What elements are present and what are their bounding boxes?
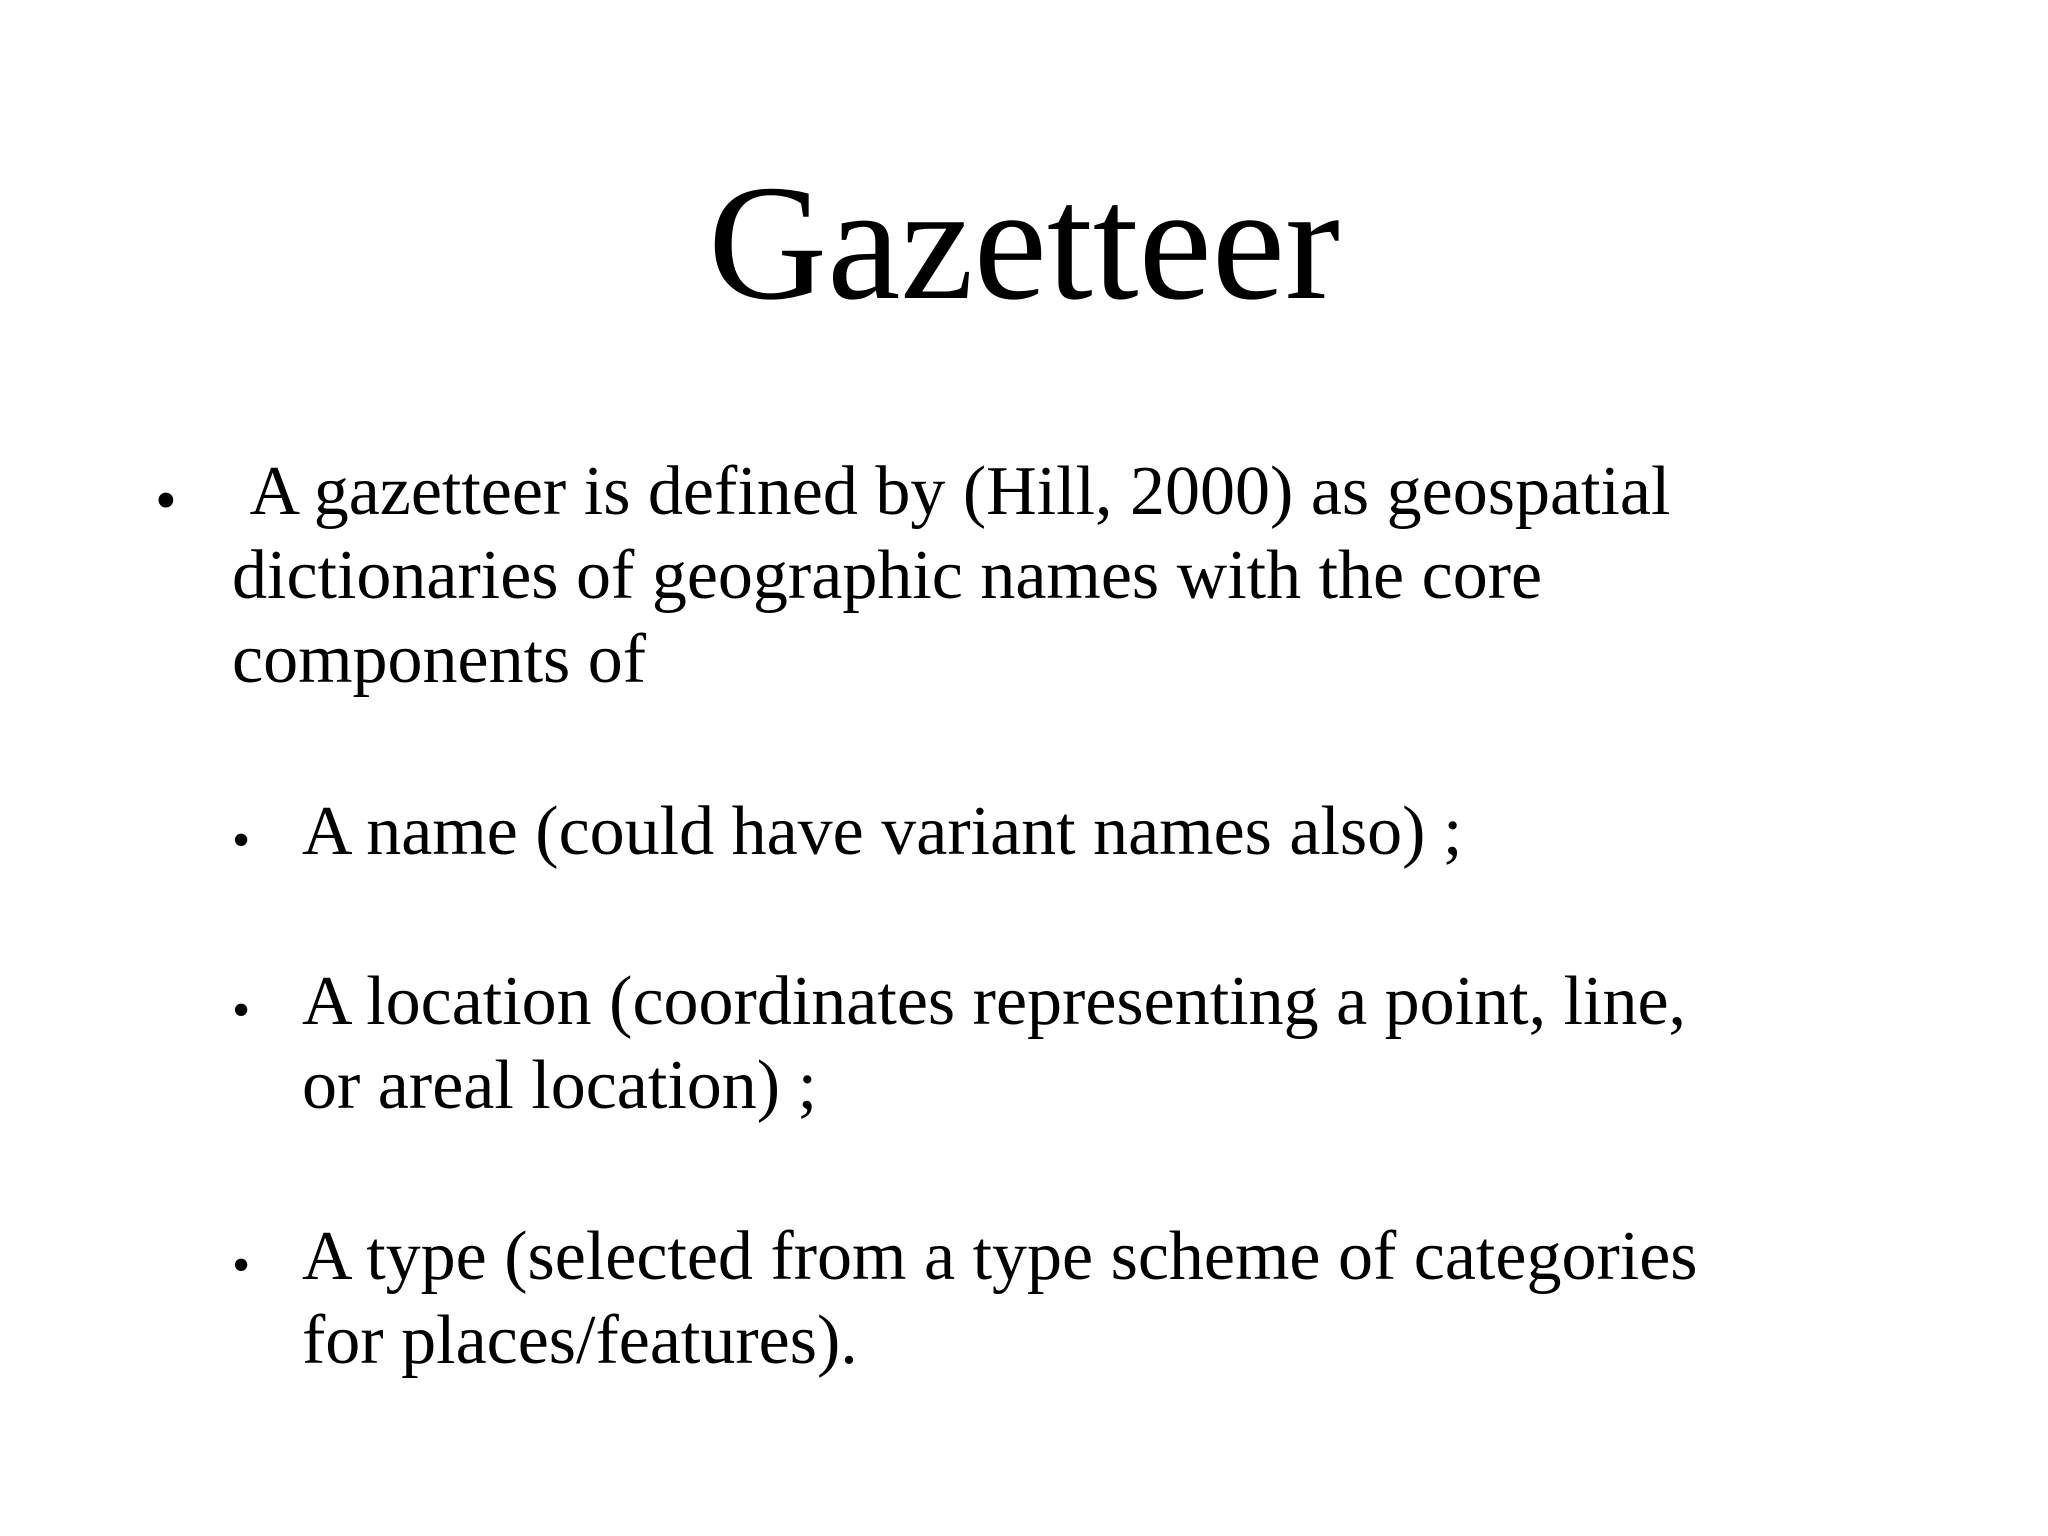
bullet-text-definition: A gazetteer is defined by (Hill, 2000) as geospatial dictionaries of geographic names with the core components of xyxy=(232,453,1671,698)
sub-bullet-marker: • xyxy=(232,982,251,1039)
slide-title: Gazetteer xyxy=(708,151,1340,334)
sub-bullet-text-name: A name (could have variant names also) ; xyxy=(302,793,1463,870)
sub-bullet-text-location: A location (coordinates representing a point, line, or areal location) ; xyxy=(302,963,1687,1124)
sub-bullet-text-type: A type (selected from a type scheme of categories for places/features). xyxy=(302,1218,1698,1379)
bullet-marker: • xyxy=(155,467,177,535)
sub-bullet-marker: • xyxy=(232,812,251,869)
sub-bullet-marker: • xyxy=(232,1237,251,1294)
